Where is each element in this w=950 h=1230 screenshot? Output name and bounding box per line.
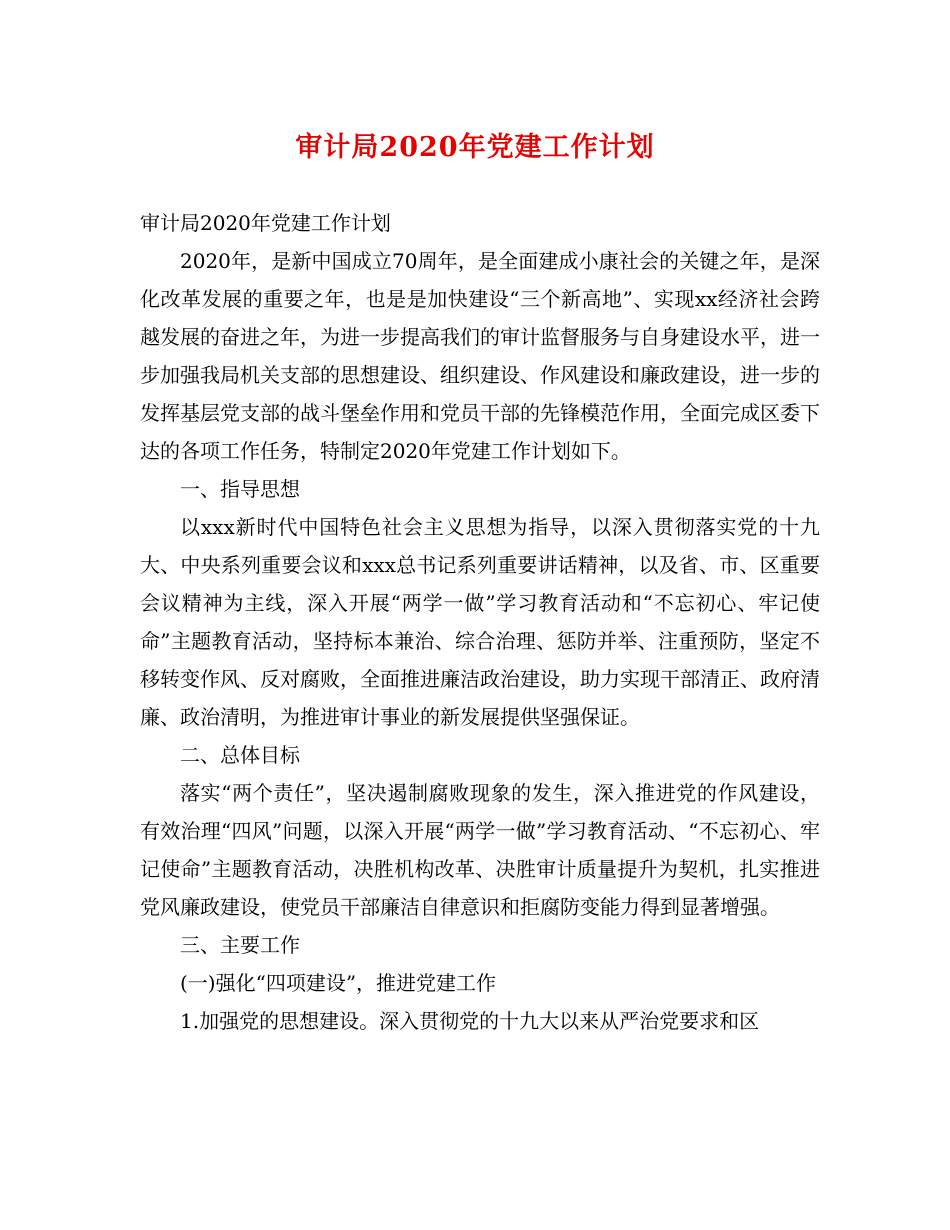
paragraph-ideological-construction: 1.加强党的思想建设。深入贯彻党的十九大以来从严治党要求和区	[180, 1009, 760, 1033]
paragraph-overall-goal: 落实“两个责任”，坚决遏制腐败现象的发生，深入推进党的作风建设，有效治理“四风”问题，以深入开展“两学一做”学习教育活动、“不忘初心、牢记使命”主题教育活动，决胜机构改革、决胜审计质量提升为契机，扎实推进党风廉政建设，使党员干部廉洁自律意识和拒腐防变能力得到显著增强。	[140, 781, 820, 919]
section-heading-guiding-thought: 一、指导思想	[180, 477, 300, 501]
paragraph-heading-repeat: 审计局2020年党建工作计划	[140, 211, 391, 235]
section-heading-main-work: 三、主要工作	[180, 933, 300, 957]
subsection-heading-four-constructions: (一)强化“四项建设”，推进党建工作	[180, 971, 497, 995]
paragraph-intro: 2020年，是新中国成立70周年，是全面建成小康社会的关键之年，是深化改革发展的重要之年，也是是加快建设“三个新高地”、实现xx经济社会跨越发展的奋进之年，为进一步提高我们的审计监督服务与自身建设水平，进一步加强我局机关支部的思想建设、组织建设、作风建设和廉政建设，进一步的发挥基层党支部的战斗堡垒作用和党员干部的先锋模范作用，全面完成区委下达的各项工作任务，特制定2020年党建工作计划如下。	[140, 249, 820, 463]
document-body	[140, 204, 820, 1040]
paragraph-guiding-thought: 以xxx新时代中国特色社会主义思想为指导，以深入贯彻落实党的十九大、中央系列重要会议和xxx总书记系列重要讲话精神，以及省、市、区重要会议精神为主线，深入开展“两学一做”学习教育活动和“不忘初心、牢记使命”主题教育活动，坚持标本兼治、综合治理、惩防并举、注重预防，坚定不移转变作风、反对腐败，全面推进廉洁政治建设，助力实现干部清正、政府清廉、政治清明，为推进审计事业的新发展提供坚强保证。	[140, 515, 820, 729]
section-heading-overall-goal: 二、总体目标	[180, 743, 300, 767]
document-title: 审计局2020年党建工作计划	[295, 132, 655, 163]
